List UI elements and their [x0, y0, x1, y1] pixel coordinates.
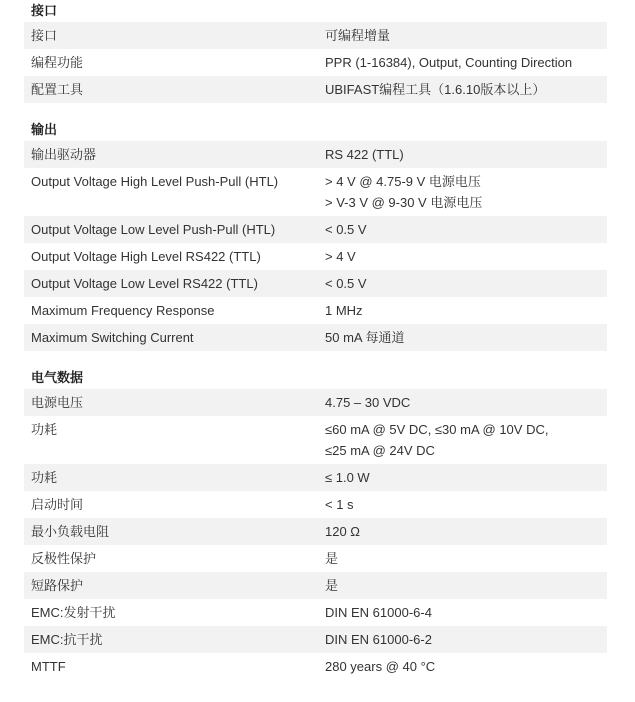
- table-row: [24, 389, 607, 416]
- row-label: 短路保护: [24, 572, 318, 599]
- table-row: [24, 270, 607, 297]
- value-line: 120 Ω: [325, 524, 361, 539]
- value-line: 1 MHz: [325, 303, 363, 318]
- row-label: EMC:发射干扰: [31, 605, 116, 620]
- row-label: 编程功能: [31, 55, 84, 70]
- value-line: > 4 V: [325, 249, 356, 264]
- row-value: [318, 141, 607, 168]
- row-label: 接口: [24, 22, 318, 49]
- value-line: ≤60 mA @ 5V DC, ≤30 mA @ 10V DC,: [325, 422, 549, 437]
- table-row: [24, 545, 607, 572]
- table-row: [24, 324, 607, 351]
- spec-document: [24, 0, 607, 680]
- row-label: Output Voltage Low Level RS422 (TTL): [24, 270, 318, 297]
- row-value: [318, 297, 607, 324]
- value-line: 280 years @ 40 °C: [325, 659, 436, 674]
- row-value: [318, 653, 607, 680]
- value-line: 4.75 – 30 VDC: [325, 395, 411, 410]
- row-value: [318, 22, 607, 49]
- row-value: [318, 626, 607, 653]
- section-title: 接口: [31, 3, 58, 18]
- section-interface: [24, 0, 607, 103]
- row-label: 反极性保护: [31, 551, 97, 566]
- section-title: 电气数据: [31, 370, 84, 385]
- section-electrical: [24, 367, 607, 680]
- table-row: [24, 216, 607, 243]
- value-line: ≤ 1.0 W: [325, 470, 370, 485]
- row-value: [318, 464, 607, 491]
- spec-table: [24, 389, 607, 680]
- value-line: 可编程增量: [325, 28, 391, 43]
- row-value: [318, 518, 607, 545]
- row-value: [318, 572, 607, 599]
- value-line: > V-3 V @ 9-30 V 电源电压: [325, 195, 483, 210]
- row-label: 启动时间: [31, 497, 84, 512]
- table-row: [24, 464, 607, 491]
- value-line: DIN EN 61000-6-4: [325, 605, 432, 620]
- row-value: [318, 389, 607, 416]
- row-value: [318, 270, 607, 297]
- row-label: 最小负载电阻: [24, 518, 318, 545]
- table-row: [24, 626, 607, 653]
- table-row: [24, 653, 607, 680]
- value-line: RS 422 (TTL): [325, 147, 404, 162]
- row-value: [318, 168, 607, 216]
- value-line: 是: [325, 551, 339, 566]
- section-title: 输出: [31, 122, 58, 137]
- table-row: [24, 572, 607, 599]
- row-value: [318, 545, 607, 572]
- row-value: [318, 324, 607, 351]
- value-line: DIN EN 61000-6-2: [325, 632, 432, 647]
- table-row: [24, 76, 607, 103]
- spec-table: [24, 141, 607, 351]
- row-label: Output Voltage High Level RS422 (TTL): [31, 249, 261, 264]
- table-row: [24, 297, 607, 324]
- row-value: [318, 491, 607, 518]
- table-row: [24, 49, 607, 76]
- row-label: 功耗: [24, 464, 318, 491]
- value-line: < 1 s: [325, 497, 354, 512]
- value-line: < 0.5 V: [325, 222, 367, 237]
- row-label: Output Voltage Low Level Push-Pull (HTL): [24, 216, 318, 243]
- value-line: PPR (1-16384), Output, Counting Direction: [325, 55, 573, 70]
- table-row: [24, 168, 607, 216]
- row-label: Maximum Switching Current: [24, 324, 318, 351]
- value-line: UBIFAST编程工具（1.6.10版本以上）: [325, 82, 546, 97]
- table-row: [24, 141, 607, 168]
- row-label: 功耗: [31, 422, 58, 437]
- spec-table: [24, 22, 607, 103]
- table-row: [24, 518, 607, 545]
- row-value: [318, 76, 607, 103]
- table-row: [24, 243, 607, 270]
- row-label: 配置工具: [24, 76, 318, 103]
- row-value: [318, 243, 607, 270]
- table-row: [24, 491, 607, 518]
- row-label: MTTF: [31, 659, 66, 674]
- row-label: 输出驱动器: [24, 141, 318, 168]
- row-label: Output Voltage High Level Push-Pull (HTL): [31, 174, 279, 189]
- row-value: [318, 49, 607, 76]
- value-line: 50 mA 每通道: [325, 330, 405, 345]
- row-label: Maximum Frequency Response: [31, 303, 215, 318]
- table-row: [24, 416, 607, 464]
- value-line: ≤25 mA @ 24V DC: [325, 443, 435, 458]
- row-label: EMC:抗干扰: [24, 626, 318, 653]
- row-label: 电源电压: [24, 389, 318, 416]
- value-line: < 0.5 V: [325, 276, 367, 291]
- table-row: [24, 22, 607, 49]
- table-row: [24, 599, 607, 626]
- row-value: [318, 216, 607, 243]
- section-output: [24, 119, 607, 351]
- row-value: [318, 599, 607, 626]
- row-value: [318, 416, 607, 464]
- value-line: 是: [325, 578, 339, 593]
- value-line: > 4 V @ 4.75-9 V 电源电压: [325, 174, 481, 189]
